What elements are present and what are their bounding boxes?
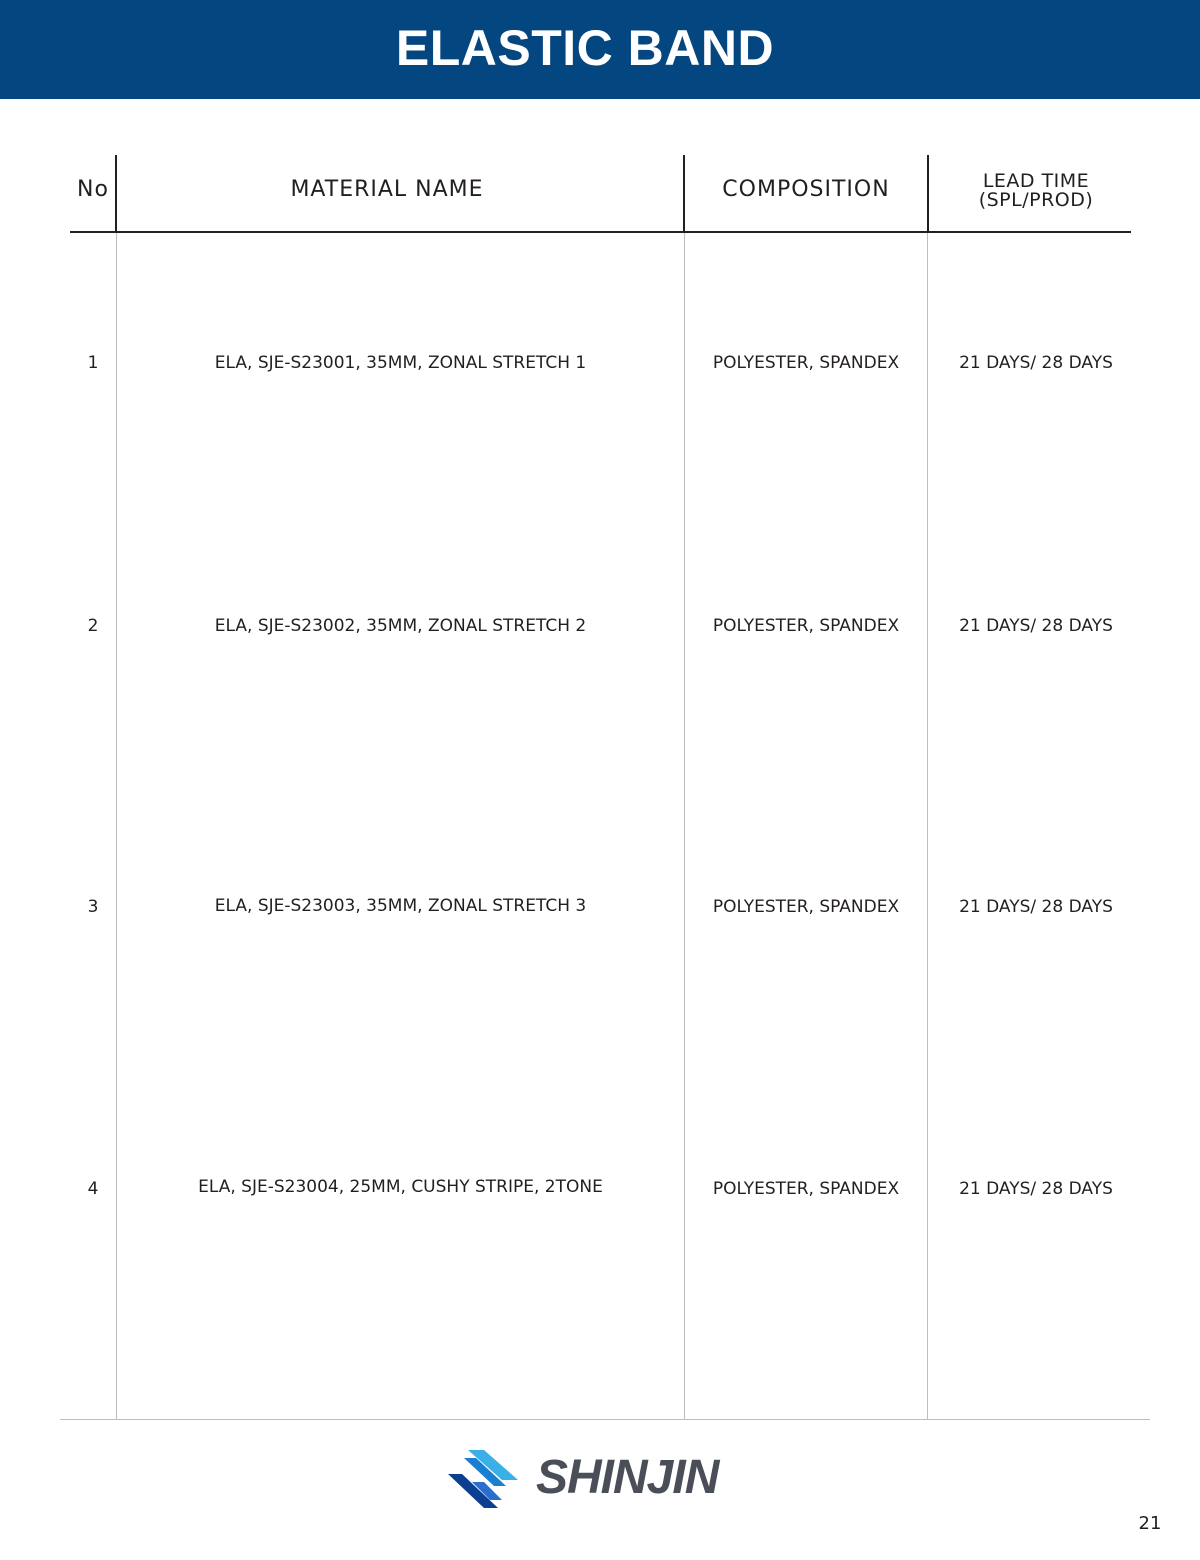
material-name: ELA, SJE-S23002, 35MM, ZONAL STRETCH 2 <box>214 616 587 636</box>
composition: POLYESTER, SPANDEX <box>712 616 900 636</box>
row-number: 1 <box>87 353 99 373</box>
lead-time-sublabel: (SPL/PROD) <box>978 189 1094 211</box>
column-divider <box>927 233 928 1419</box>
material-name: ELA, SJE-S23001, 35MM, ZONAL STRETCH 1 <box>214 353 587 373</box>
header-underline <box>70 231 1131 233</box>
header-divider <box>115 155 117 232</box>
row-number: 4 <box>87 1179 99 1199</box>
page-title: ELASTIC BAND <box>395 20 775 76</box>
column-divider <box>116 233 117 1419</box>
lead-time: 21 DAYS/ 28 DAYS <box>959 897 1113 917</box>
page-number: 21 <box>1138 1513 1162 1534</box>
header-divider <box>683 155 685 232</box>
shinjin-logo <box>446 1446 766 1512</box>
material-name: ELA, SJE-S23004, 25MM, CUSHY STRIPE, 2TONE <box>198 1177 603 1197</box>
column-divider <box>684 233 685 1419</box>
logo-text: SHINJIN <box>536 1451 719 1504</box>
lead-time-label: LEAD TIME <box>982 170 1090 192</box>
column-header-lead-time <box>928 172 1144 210</box>
lead-time: 21 DAYS/ 28 DAYS <box>959 353 1113 373</box>
composition: POLYESTER, SPANDEX <box>712 1179 900 1199</box>
header-divider <box>927 155 929 232</box>
table-bottom-line <box>60 1419 1150 1420</box>
row-number: 3 <box>87 897 99 917</box>
material-name: ELA, SJE-S23003, 35MM, ZONAL STRETCH 3 <box>214 896 587 916</box>
lead-time: 21 DAYS/ 28 DAYS <box>959 616 1113 636</box>
composition: POLYESTER, SPANDEX <box>712 897 900 917</box>
row-number: 2 <box>87 616 99 636</box>
shinjin-logo-icon <box>446 1446 526 1512</box>
column-header-no: No <box>77 177 109 202</box>
column-header-material-name: MATERIAL NAME <box>290 177 484 202</box>
lead-time: 21 DAYS/ 28 DAYS <box>959 1179 1113 1199</box>
column-header-composition: COMPOSITION <box>722 177 890 202</box>
composition: POLYESTER, SPANDEX <box>712 353 900 373</box>
